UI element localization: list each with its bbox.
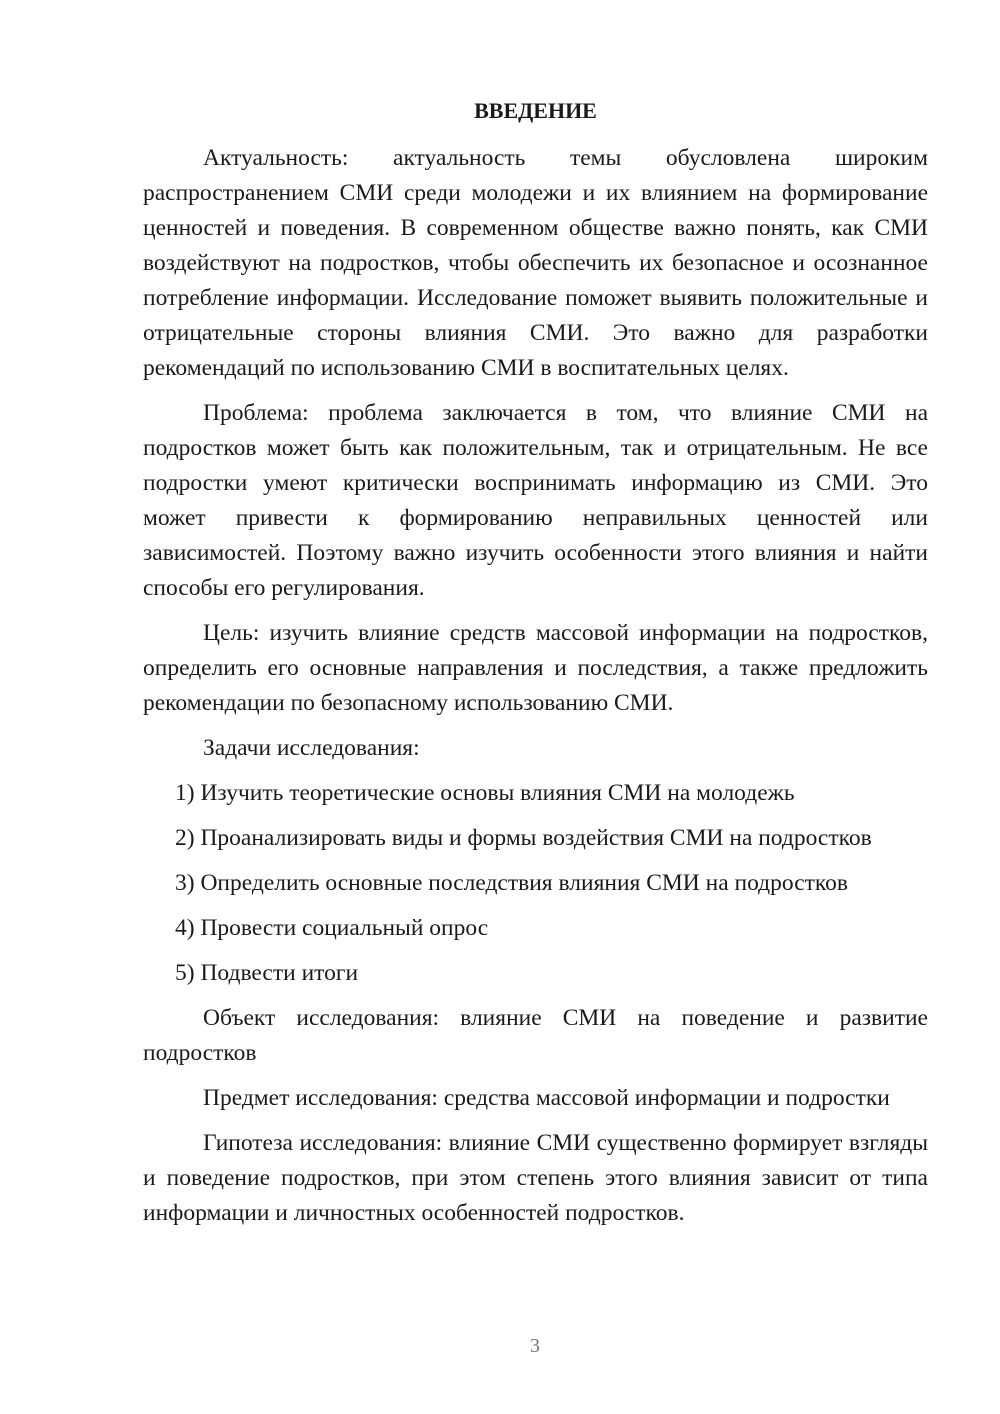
- task-item: 4) Провести социальный опрос: [175, 915, 489, 941]
- paragraph-problem: Проблема: проблема заключается в том, что влияние СМИ на подростков может быть как положительным, так и отрицательным. Не все подростки умеют критически воспринимать информацию из СМИ. Это может привести к формированию неправильных ценностей или зависимостей. Поэтому важно изучить особенности этого влияния и найти способы его регулирования.: [143, 400, 928, 601]
- task-item: 5) Подвести итоги: [175, 960, 359, 986]
- paragraph-hypothesis: Гипотеза исследования: влияние СМИ существенно формирует взгляды и поведение подростков, при этом степень этого влияния зависит от типа информации и личностных особенностей подростков.: [143, 1130, 928, 1226]
- task-item: 2) Проанализировать виды и формы воздействия СМИ на подростков: [175, 825, 872, 851]
- paragraph-object: Объект исследования: влияние СМИ на поведение и развитие подростков: [143, 1005, 928, 1066]
- paragraph-goal: Цель: изучить влияние средств массовой информации на подростков, определить его основные направления и последствия, а также предложить рекомендации по безопасному использованию СМИ.: [143, 620, 928, 716]
- document-page: [143, 96, 928, 1241]
- paragraph-subject: Предмет исследования: средства массовой информации и подростки: [203, 1085, 890, 1111]
- page-number: 3: [530, 1335, 540, 1357]
- task-item: 1) Изучить теоретические основы влияния СМИ на молодежь: [175, 780, 795, 806]
- paragraph-relevance: Актуальность: актуальность темы обусловлена широким распространением СМИ среди молодежи и их влиянием на формирование ценностей и поведения. В современном обществе важно понять, как СМИ воздействуют на подростков, чтобы обеспечить их безопасное и осознанное потребление информации. Исследование поможет выявить положительные и отрицательные стороны влияния СМИ. Это важно для разработки рекомендаций по использованию СМИ в воспитательных целях.: [143, 145, 928, 381]
- section-title: ВВЕДЕНИЕ: [474, 98, 597, 123]
- tasks-title: Задачи исследования:: [203, 735, 420, 761]
- task-item: 3) Определить основные последствия влияния СМИ на подростков: [175, 870, 848, 896]
